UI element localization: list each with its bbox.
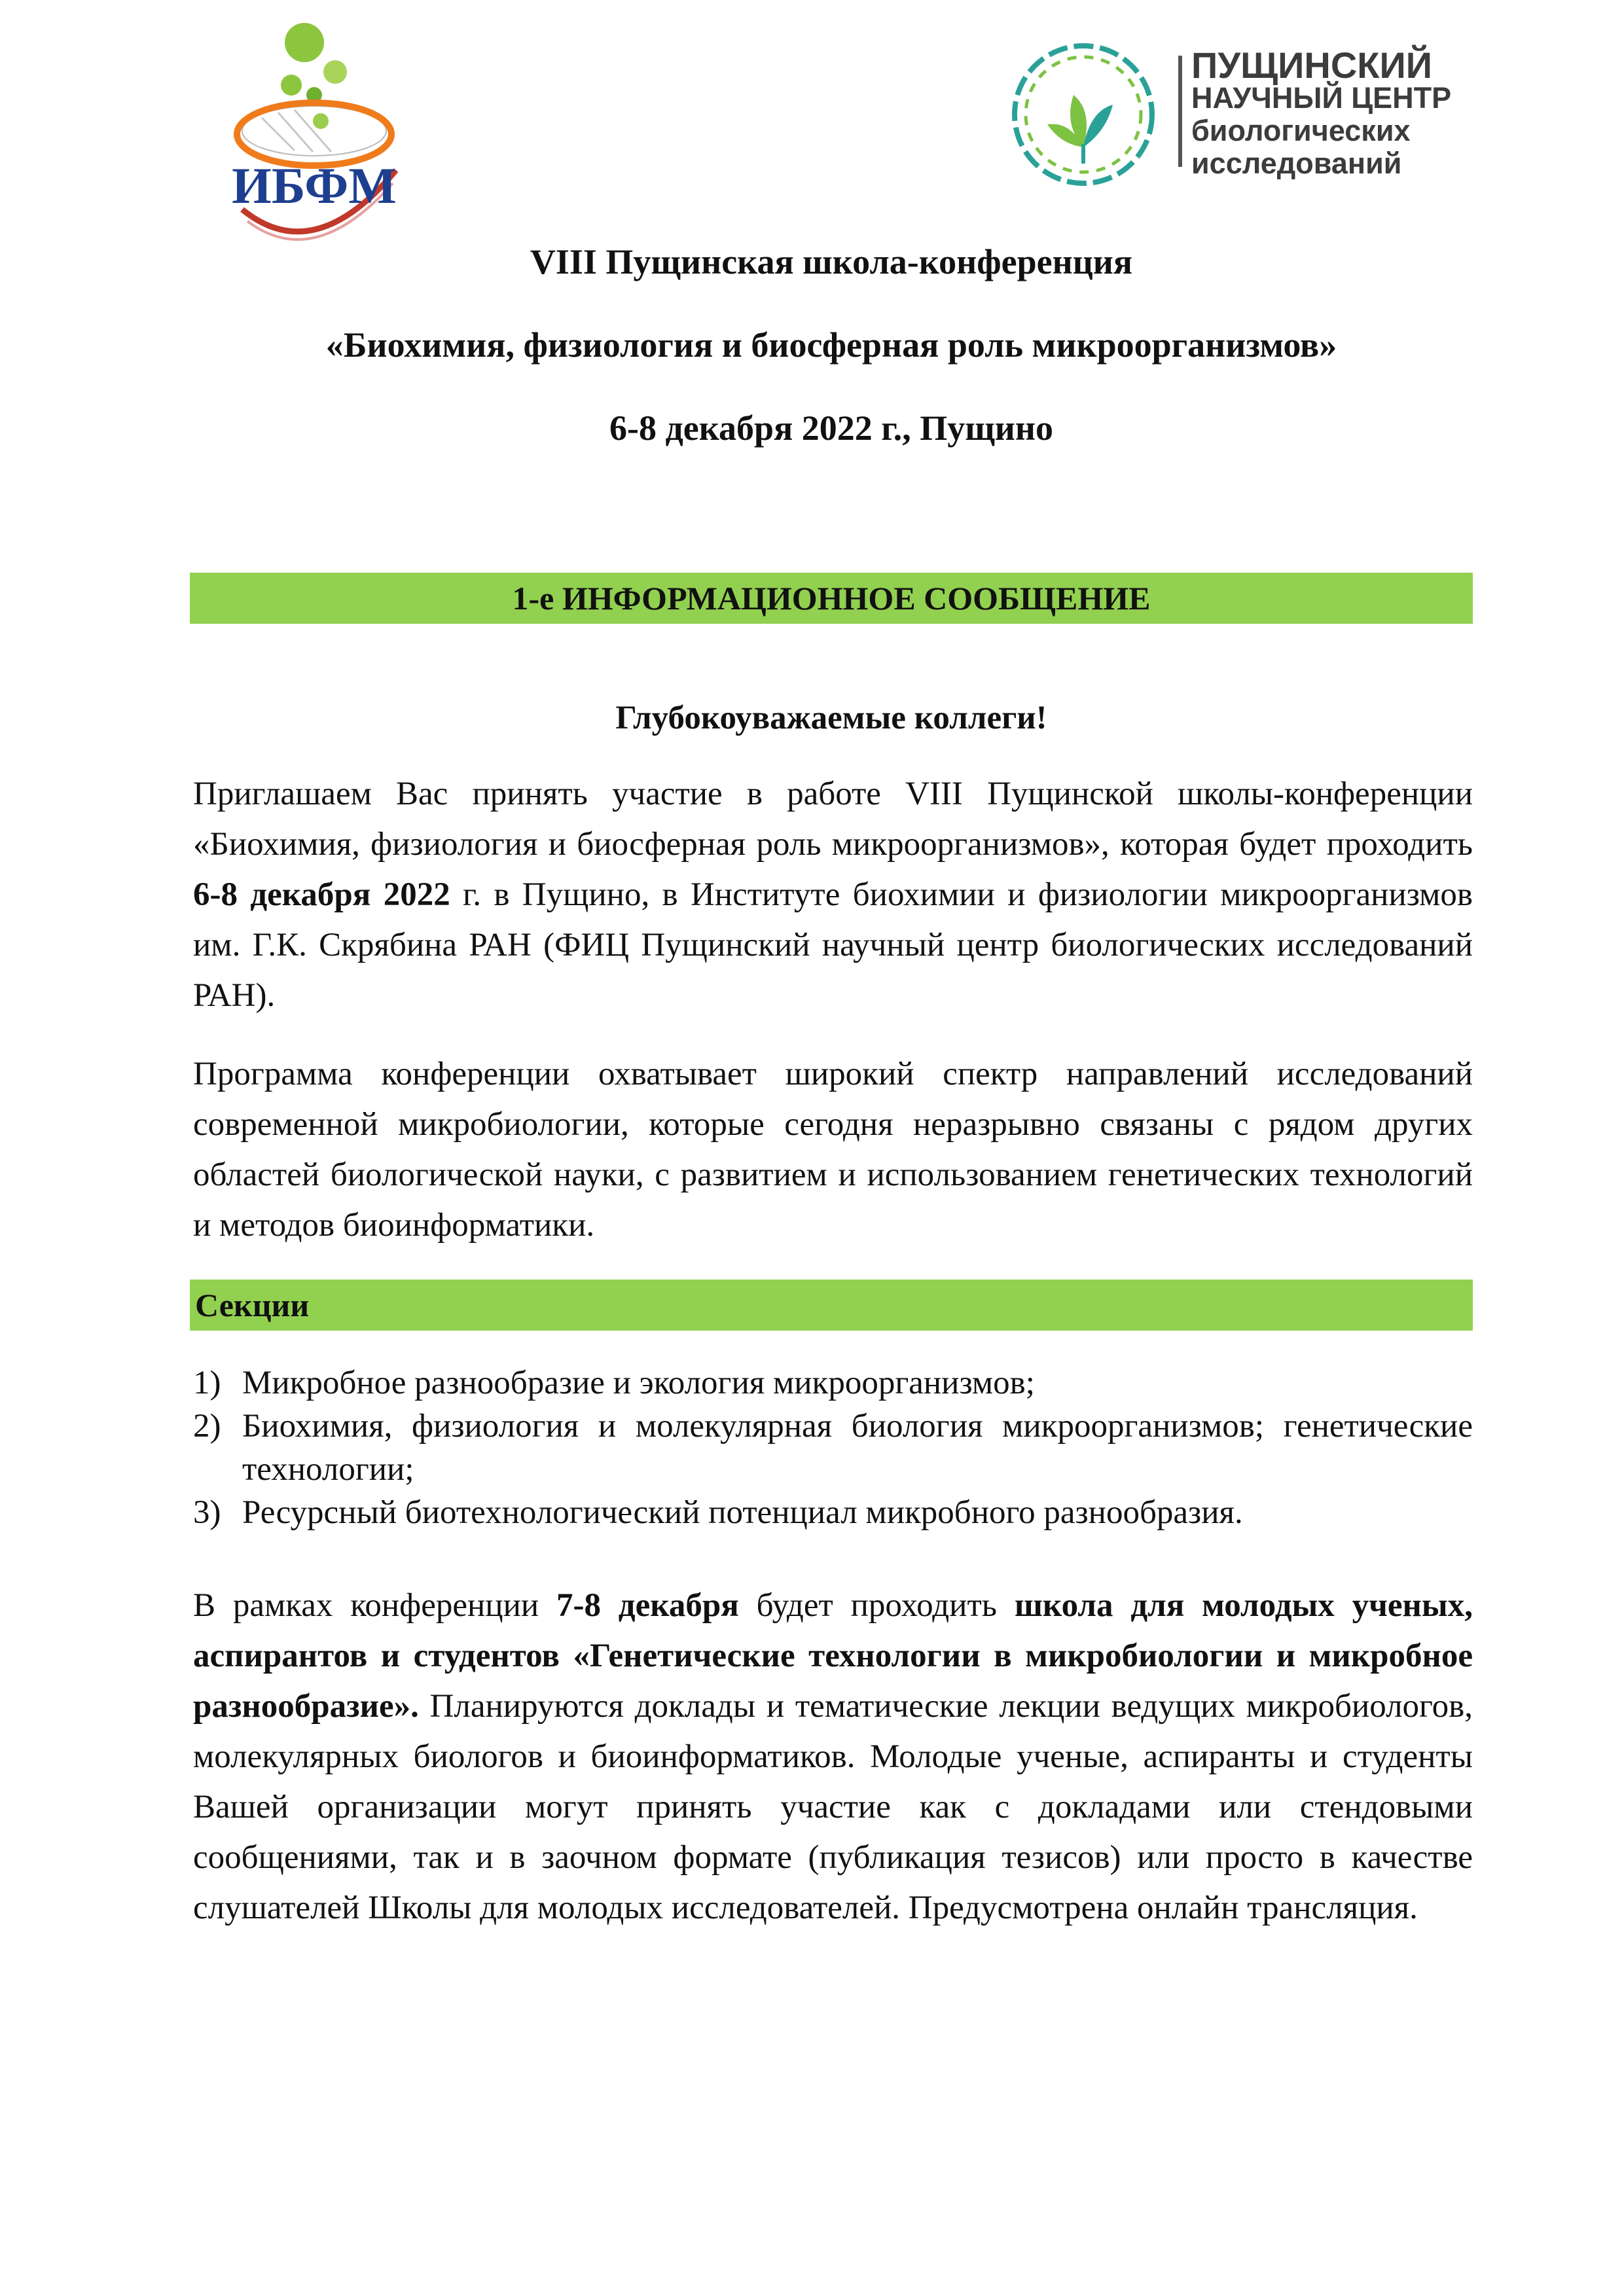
title-line-1: VIII Пущинская школа-конференция (530, 242, 1133, 281)
section-text: Микробное разнообразие и экология микроорганизмов; (242, 1365, 1035, 1401)
title-line-2: «Биохимия, физиология и биосферная роль микроорганизмов» (325, 325, 1337, 365)
section-item (193, 1405, 1473, 1491)
sections-banner: Секции (190, 1280, 1473, 1331)
section-number: 3) (193, 1494, 221, 1531)
petri-dish-icon (216, 13, 412, 262)
center-name-line-2: НАУЧНЫЙ ЦЕНТР (1191, 81, 1452, 115)
section-item (193, 1361, 1473, 1405)
pushchino-center-logo (1001, 33, 1499, 196)
logo-divider (1178, 56, 1182, 167)
center-name (1191, 45, 1499, 180)
section-number: 2) (193, 1408, 221, 1444)
leaf-dna-ring-icon (1001, 33, 1178, 196)
school-title: школа для молодых ученых, аспирантов и студентов «Генетические технологии в микробиологии и микробное разнообразие». (193, 1587, 1473, 1725)
center-name-line-3: биологических (1191, 114, 1411, 147)
info-message-banner: 1-е ИНФОРМАЦИОННОЕ СООБЩЕНИЕ (190, 573, 1473, 624)
section-text: Биохимия, физиология и молекулярная биология микроорганизмов; генетические технологии; (242, 1408, 1473, 1488)
school-text-3: Планируются доклады и тематические лекции ведущих микробиологов, молекулярных биологов и биоинформатиков. Молодые ученые, аспиранты и студенты Вашей организации могут принять участие как с докладами или стендовыми сообщениями, так и в заочном формате (публикация тезисов) или просто в качестве слушателей Школы для молодых исследователей. Предусмотрена онлайн трансляция. (193, 1688, 1473, 1926)
school-text-2: будет проходить (738, 1587, 1015, 1624)
section-text: Ресурсный биотехнологический потенциал микробного разнообразия. (242, 1494, 1243, 1531)
school-text-1: В рамках конференции (193, 1587, 556, 1624)
title-line-3: 6-8 декабря 2022 г., Пущино (609, 408, 1054, 448)
section-number: 1) (193, 1365, 221, 1401)
center-name-line-1: ПУЩИНСКИЙ (1191, 45, 1432, 86)
invitation-paragraph (193, 769, 1473, 1021)
program-paragraph: Программа конференции охватывает широкий спектр направлений исследований современной микробиологии, которые сегодня неразрывно связаны с рядом других областей биологической науки, с развитием и использованием генетических технологий и методов биоинформатики. (193, 1056, 1473, 1244)
sections-list (193, 1361, 1473, 1534)
section-item (193, 1491, 1473, 1534)
ibfm-logo (216, 13, 412, 262)
invitation-text-2: г. в Пущино, в Институте биохимии и физиологии микроорганизмов им. Г.К. Скрябина РАН (ФИЦ Пущинский научный центр биологических исследований РАН). (193, 876, 1473, 1014)
ibfm-logo-text: ИБФМ (232, 157, 397, 214)
center-name-line-4: исследований (1191, 147, 1402, 180)
conference-title (190, 239, 1473, 488)
invitation-dates: 6-8 декабря 2022 (193, 876, 450, 913)
school-dates: 7-8 декабря (556, 1587, 739, 1624)
school-paragraph (193, 1581, 1473, 1933)
invitation-text-1: Приглашаем Вас принять участие в работе VIII Пущинской школы-конференции «Биохимия, физиология и биосферная роль микроорганизмов», которая будет проходить (193, 776, 1473, 863)
greeting: Глубокоуважаемые коллеги! (615, 700, 1047, 736)
